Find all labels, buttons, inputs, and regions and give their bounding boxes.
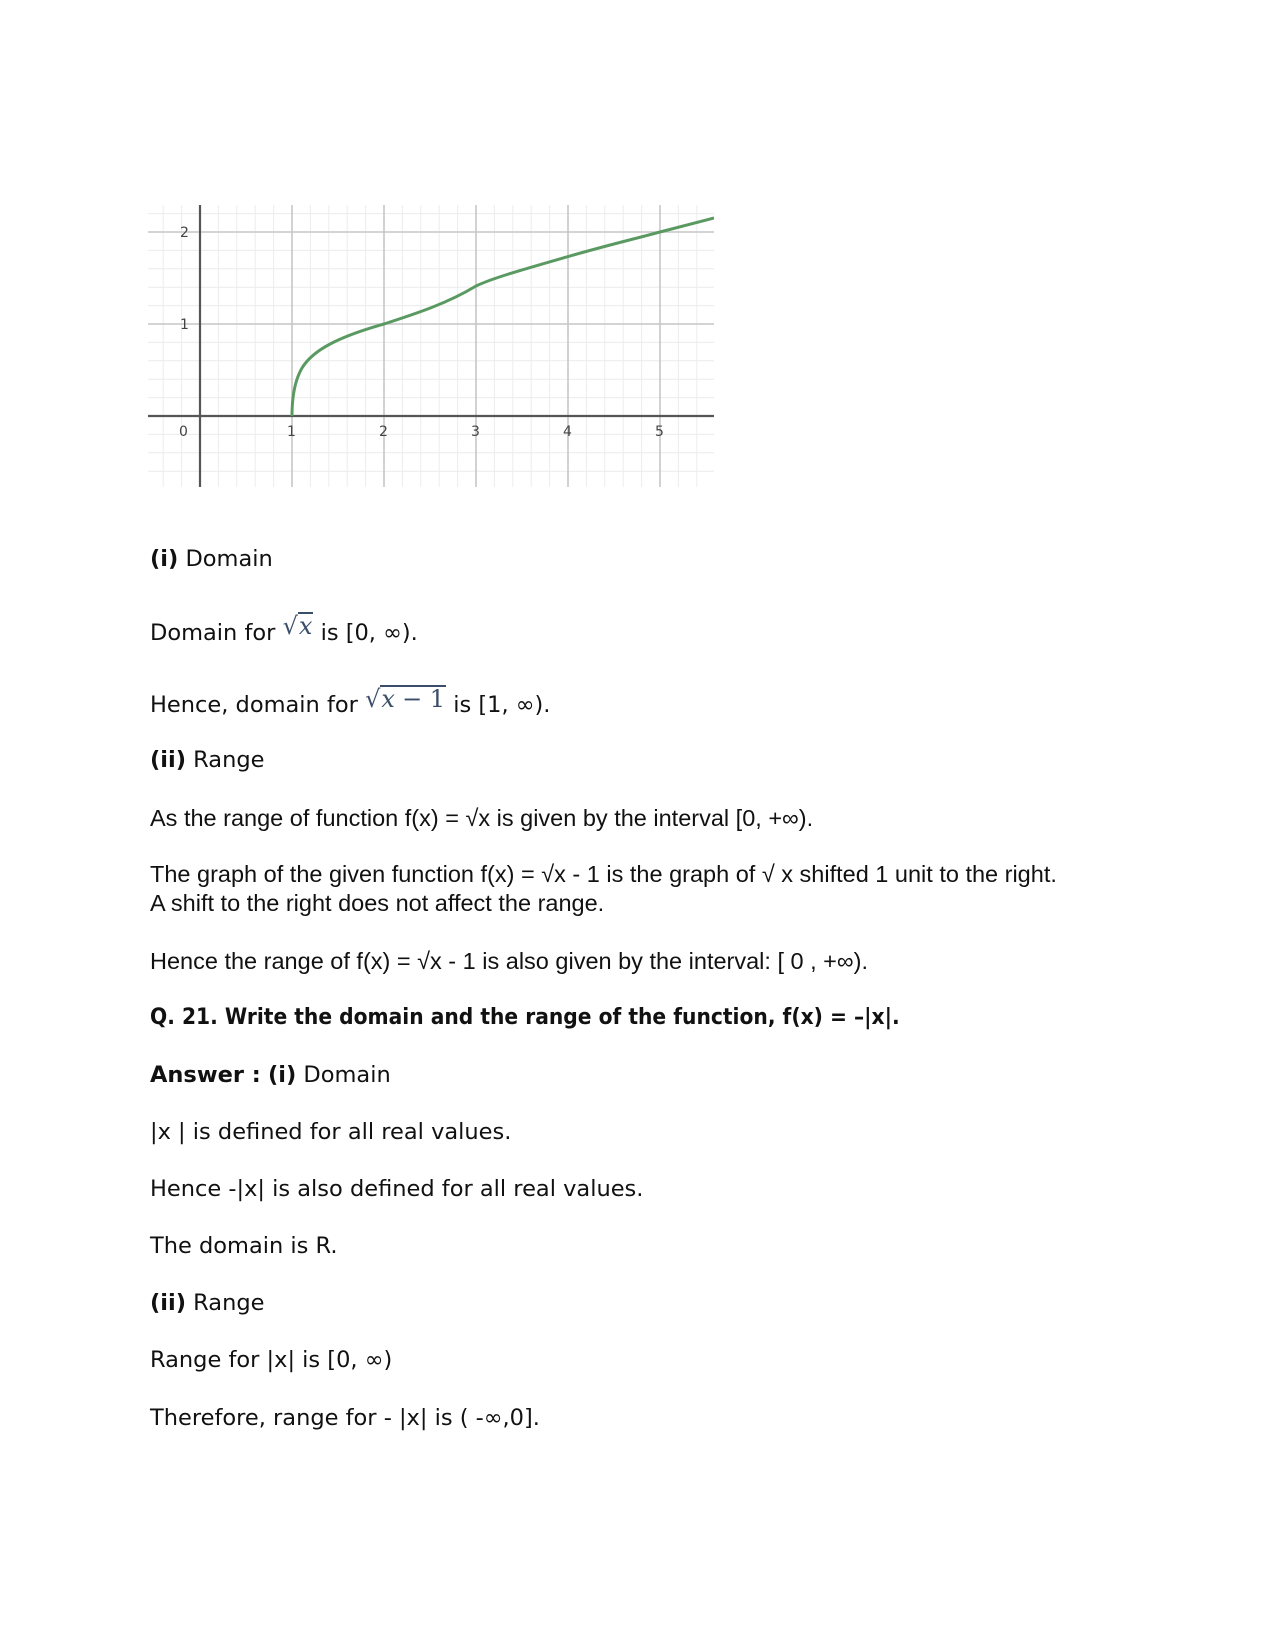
sqrt-x-minus-1-expression: √x − 1: [365, 685, 446, 713]
part-number: (i): [267, 1062, 297, 1088]
svg-text:1: 1: [287, 424, 296, 440]
neg-abs-defined-line: Hence -|x| is also defined for all real values.: [150, 1176, 644, 1202]
answer-heading: [150, 1064, 391, 1087]
radicand-var: x: [381, 685, 395, 713]
svg-text:1: 1: [180, 317, 189, 333]
range-abs-line: Range for |x| is [0, ∞): [150, 1347, 393, 1373]
shift-line-2: A shift to the right does not affect the range.: [150, 890, 605, 916]
domain-shift-line: [150, 685, 551, 718]
text: Hence, domain for: [150, 692, 358, 718]
axes: [148, 205, 714, 487]
svg-text:4: 4: [563, 424, 572, 440]
tick-labels: [179, 225, 664, 440]
part-label: Domain: [303, 1062, 391, 1088]
radicand: x: [298, 612, 313, 640]
part-label: Range: [193, 747, 265, 773]
abs-defined-line: |x | is defined for all real values.: [150, 1119, 512, 1145]
shift-line-1: The graph of the given function f(x) = √x - 1 is the graph of √ x shifted 1 unit to the right.: [150, 861, 1057, 887]
text: Domain for: [150, 620, 276, 646]
range-result-line: Hence the range of f(x) = √x - 1 is also given by the interval: [ 0 , +∞).: [150, 948, 869, 974]
svg-text:5: 5: [655, 424, 664, 440]
minor-grid: [148, 205, 714, 487]
svg-text:0: 0: [179, 424, 188, 440]
sqrt-graph: [148, 205, 714, 487]
sqrt-x-expression: √x: [282, 612, 313, 640]
domain-sqrt-line: [150, 612, 418, 646]
part-label: Domain: [185, 546, 273, 572]
radicand-rest: − 1: [402, 685, 446, 713]
text: is [0, ∞).: [320, 620, 418, 646]
text: is [1, ∞).: [453, 692, 551, 718]
question-21: [150, 1006, 983, 1029]
svg-text:2: 2: [180, 225, 189, 241]
part-number: (i): [150, 546, 179, 572]
part-ii-heading: [150, 749, 264, 772]
answer-label: Answer :: [150, 1062, 261, 1088]
question-text: Q. 21. Write the domain and the range of the function, f(x) = –|x|.: [150, 1004, 900, 1030]
part-number: (ii): [150, 1290, 186, 1316]
svg-text:2: 2: [379, 424, 388, 440]
domain-r-line: The domain is R.: [150, 1233, 338, 1259]
curve-sqrt-x-minus-1: [292, 218, 714, 416]
svg-text:3: 3: [471, 424, 480, 440]
part-label: Range: [193, 1290, 265, 1316]
range-neg-abs-line: Therefore, range for - |x| is ( -∞,0].: [150, 1405, 540, 1431]
part-ii-range-heading: [150, 1292, 264, 1315]
part-i-heading: [150, 548, 273, 571]
part-number: (ii): [150, 747, 186, 773]
major-grid: [148, 205, 714, 487]
range-sqrt-line: As the range of function f(x) = √x is given by the interval [0, +∞).: [150, 805, 814, 831]
